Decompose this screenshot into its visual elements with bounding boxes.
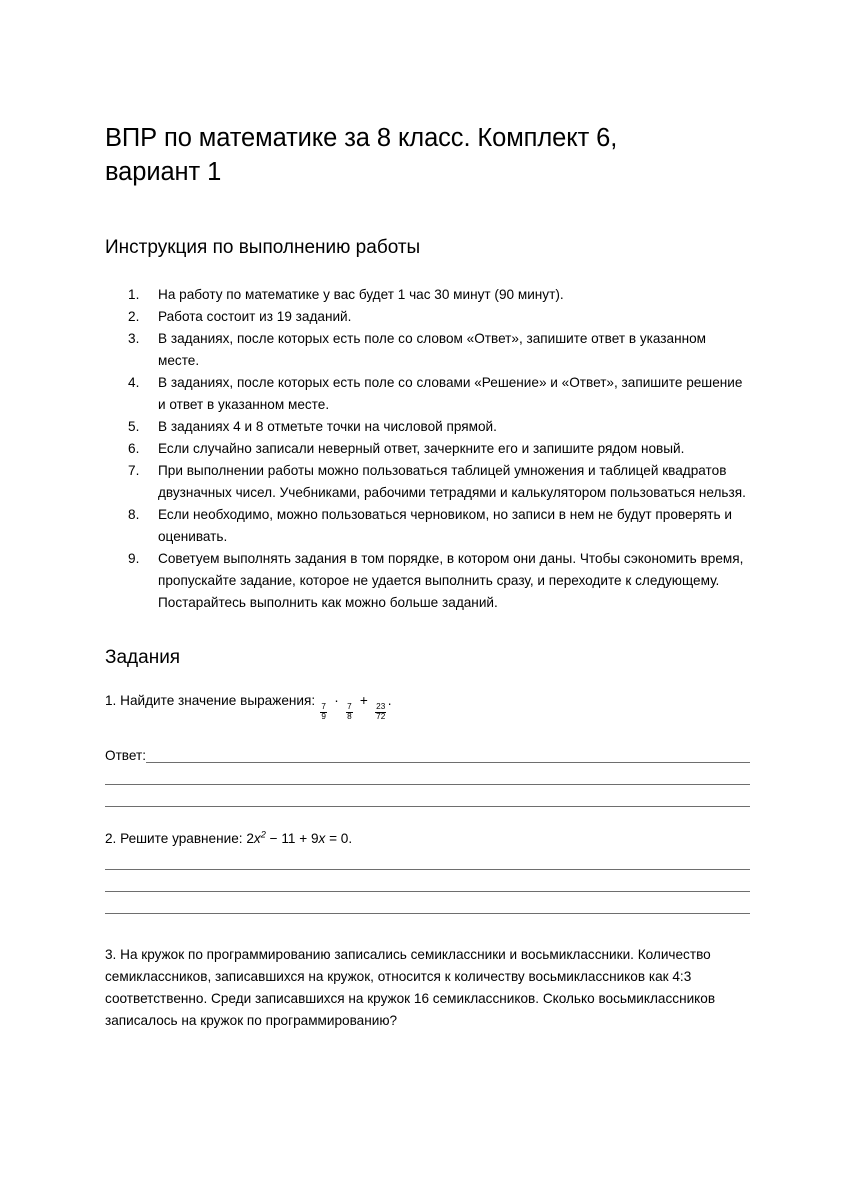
answer-write-line[interactable] [105,850,750,872]
document-content [105,122,750,1032]
task-1-number: 1. [105,693,117,709]
task-2-statement [105,828,750,850]
answer-write-line[interactable] [105,765,750,787]
fraction-denominator: 9 [321,712,326,722]
fraction-7-8 [346,703,353,723]
task-3-number: 3. [105,946,117,962]
answer-write-line[interactable] [146,743,750,765]
list-item: При выполнении работы можно пользоваться таблицей умножения и таблицей квадратов двузначных чисел. Учебниками, рабочими тетрадями и калькулятором пользоваться нельзя. [158,462,746,500]
task-3-statement [105,944,750,1032]
tasks-heading: Задания [105,646,181,668]
task-1-statement [105,690,750,722]
equation-exponent: 2 [260,829,266,840]
list-item: Если необходимо, можно пользоваться черновиком, но записи в нем не будут проверять и оценивать. [158,506,732,544]
task-1-answer-area [105,743,750,809]
fraction-numerator: 7 [346,703,353,713]
list-item: В заданиях, после которых есть поле со словом «Ответ», запишите ответ в указанном месте. [158,330,707,368]
fraction-numerator: 7 [320,703,327,713]
tasks-section [105,646,750,1032]
task-2-number: 2. [105,830,117,846]
instructions-list [105,284,750,614]
equation-tail: = 0. [325,830,353,846]
instructions-section [105,236,750,614]
fraction-numerator: 23 [375,703,386,713]
addition-operator: + [359,693,368,709]
page-title: ВПР по математике за 8 класс. Комплект 6, вариант 1 [105,124,618,186]
instructions-heading: Инструкция по выполнению работы [105,236,421,258]
expression-terminator: . [387,693,392,709]
equation-coefficient: 2 [246,830,254,846]
task-2-answer-area [105,850,750,916]
multiplication-operator: · [334,693,339,709]
task-3-text: На кружок по программированию записались семиклассники и восьмиклассники. Количество семиклассников, записавшихся на кружок, относится к количеству восьмиклассников как 4:3 соответственно. Среди записавшихся на кружок 16 семиклассников. Сколько восьмиклассников записалось на кружок по программированию? [105,946,716,1028]
answer-write-line[interactable] [105,872,750,894]
fraction-23-72 [375,703,386,723]
list-item: В заданиях 4 и 8 отметьте точки на числовой прямой. [158,418,497,434]
answer-label: Ответ: [105,748,146,764]
list-item: Советуем выполнять задания в том порядке, в котором они даны. Чтобы сэкономить время, пропускайте задание, которое не удается выполнить сразу, и переходите к следующему. Постарайтесь выполнить как можно больше заданий. [158,550,744,610]
fraction-denominator: 72 [376,712,386,722]
equation-variable: x [253,830,261,846]
answer-row [105,743,750,765]
task-2-prompt: Решите уравнение: [120,830,243,846]
list-item: Работа состоит из 19 заданий. [158,308,352,324]
task-1-prompt: Найдите значение выражения: [120,693,316,709]
equation-rest: − 11 + 9 [265,830,319,846]
equation-variable: x [318,830,326,846]
answer-write-line[interactable] [105,894,750,916]
list-item: На работу по математике у вас будет 1 час 30 минут (90 минут). [158,286,564,302]
list-item: Если случайно записали неверный ответ, зачеркните его и запишите рядом новый. [158,440,685,456]
fraction-7-9 [320,703,327,723]
fraction-denominator: 8 [347,712,352,722]
answer-write-line[interactable] [105,787,750,809]
list-item: В заданиях, после которых есть поле со словами «Решение» и «Ответ», запишите решение и ответ в указанном месте. [158,374,743,412]
